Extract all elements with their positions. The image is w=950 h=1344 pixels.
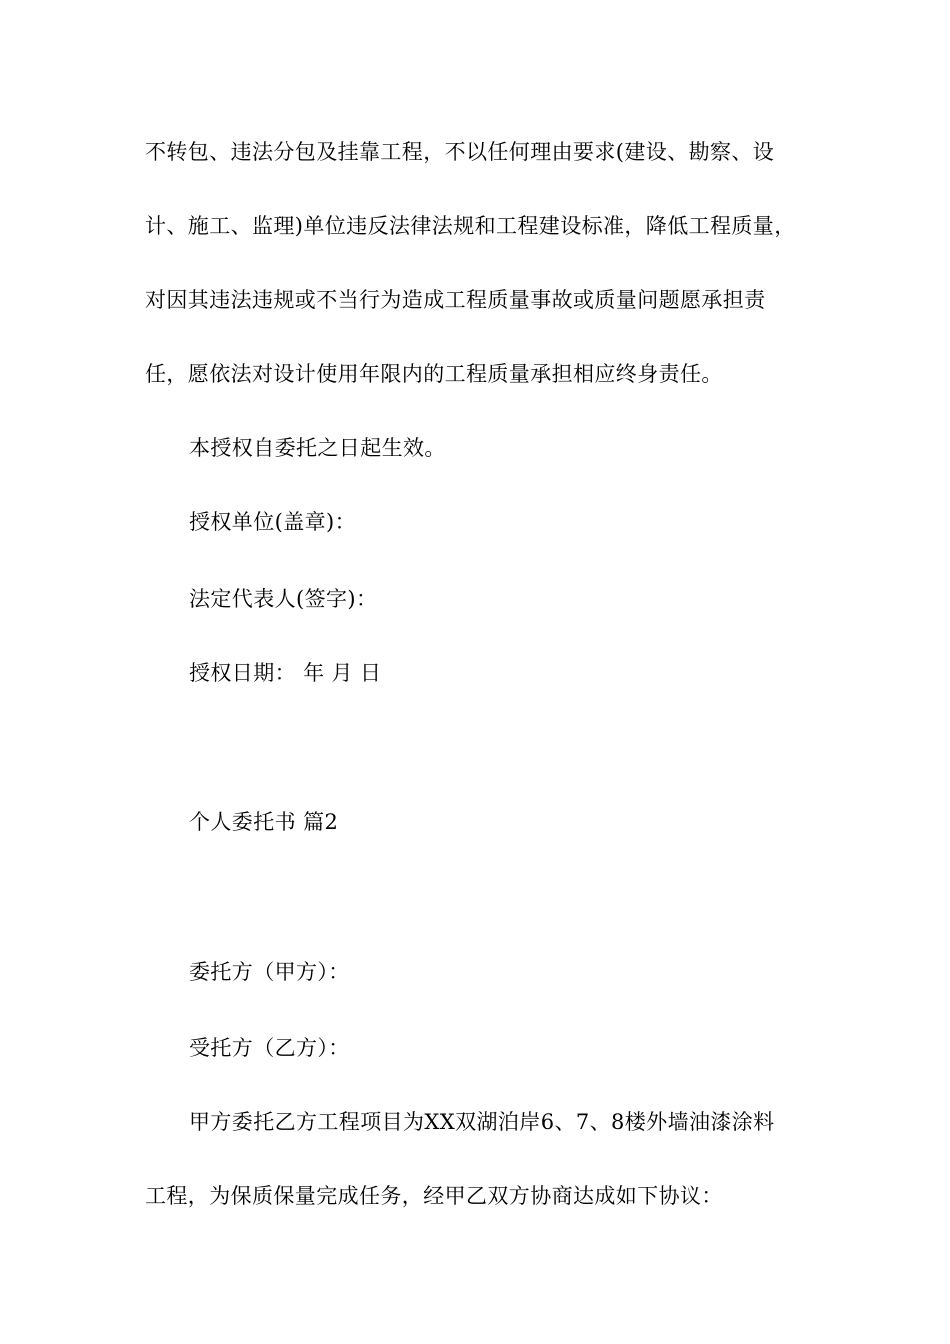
paragraph-2-line-2: 工程，为保质保量完成任务，经甲乙双方协商达成如下协议： bbox=[145, 1184, 723, 1208]
paragraph-2-line-1: 甲方委托乙方工程项目为XX双湖泊岸6、7、8楼外墙油漆涂料 bbox=[189, 1110, 775, 1134]
legal-representative-label: 法定代表人(签字)： bbox=[189, 587, 378, 611]
paragraph-1-line-1: 不转包、违法分包及挂靠工程，不以任何理由要求(建设、勘察、设 bbox=[145, 140, 775, 164]
authorizing-unit-label: 授权单位(盖章)： bbox=[189, 510, 356, 534]
agent-label: 受托方（乙方）： bbox=[189, 1036, 350, 1060]
paragraph-1-line-4: 任，愿依法对设计使用年限内的工程质量承担相应终身责任。 bbox=[145, 362, 723, 386]
effective-statement: 本授权自委托之日起生效。 bbox=[189, 436, 446, 460]
section-title: 个人委托书 篇2 bbox=[189, 810, 339, 834]
paragraph-1-line-2: 计、施工、监理)单位违反法律法规和工程建设标准，降低工程质量， bbox=[145, 214, 796, 238]
paragraph-1-line-3: 对因其违法违规或不当行为造成工程质量事故或质量问题愿承担责 bbox=[145, 288, 766, 312]
principal-label: 委托方（甲方）： bbox=[189, 960, 350, 984]
authorization-date-label: 授权日期： 年 月 日 bbox=[189, 661, 382, 685]
